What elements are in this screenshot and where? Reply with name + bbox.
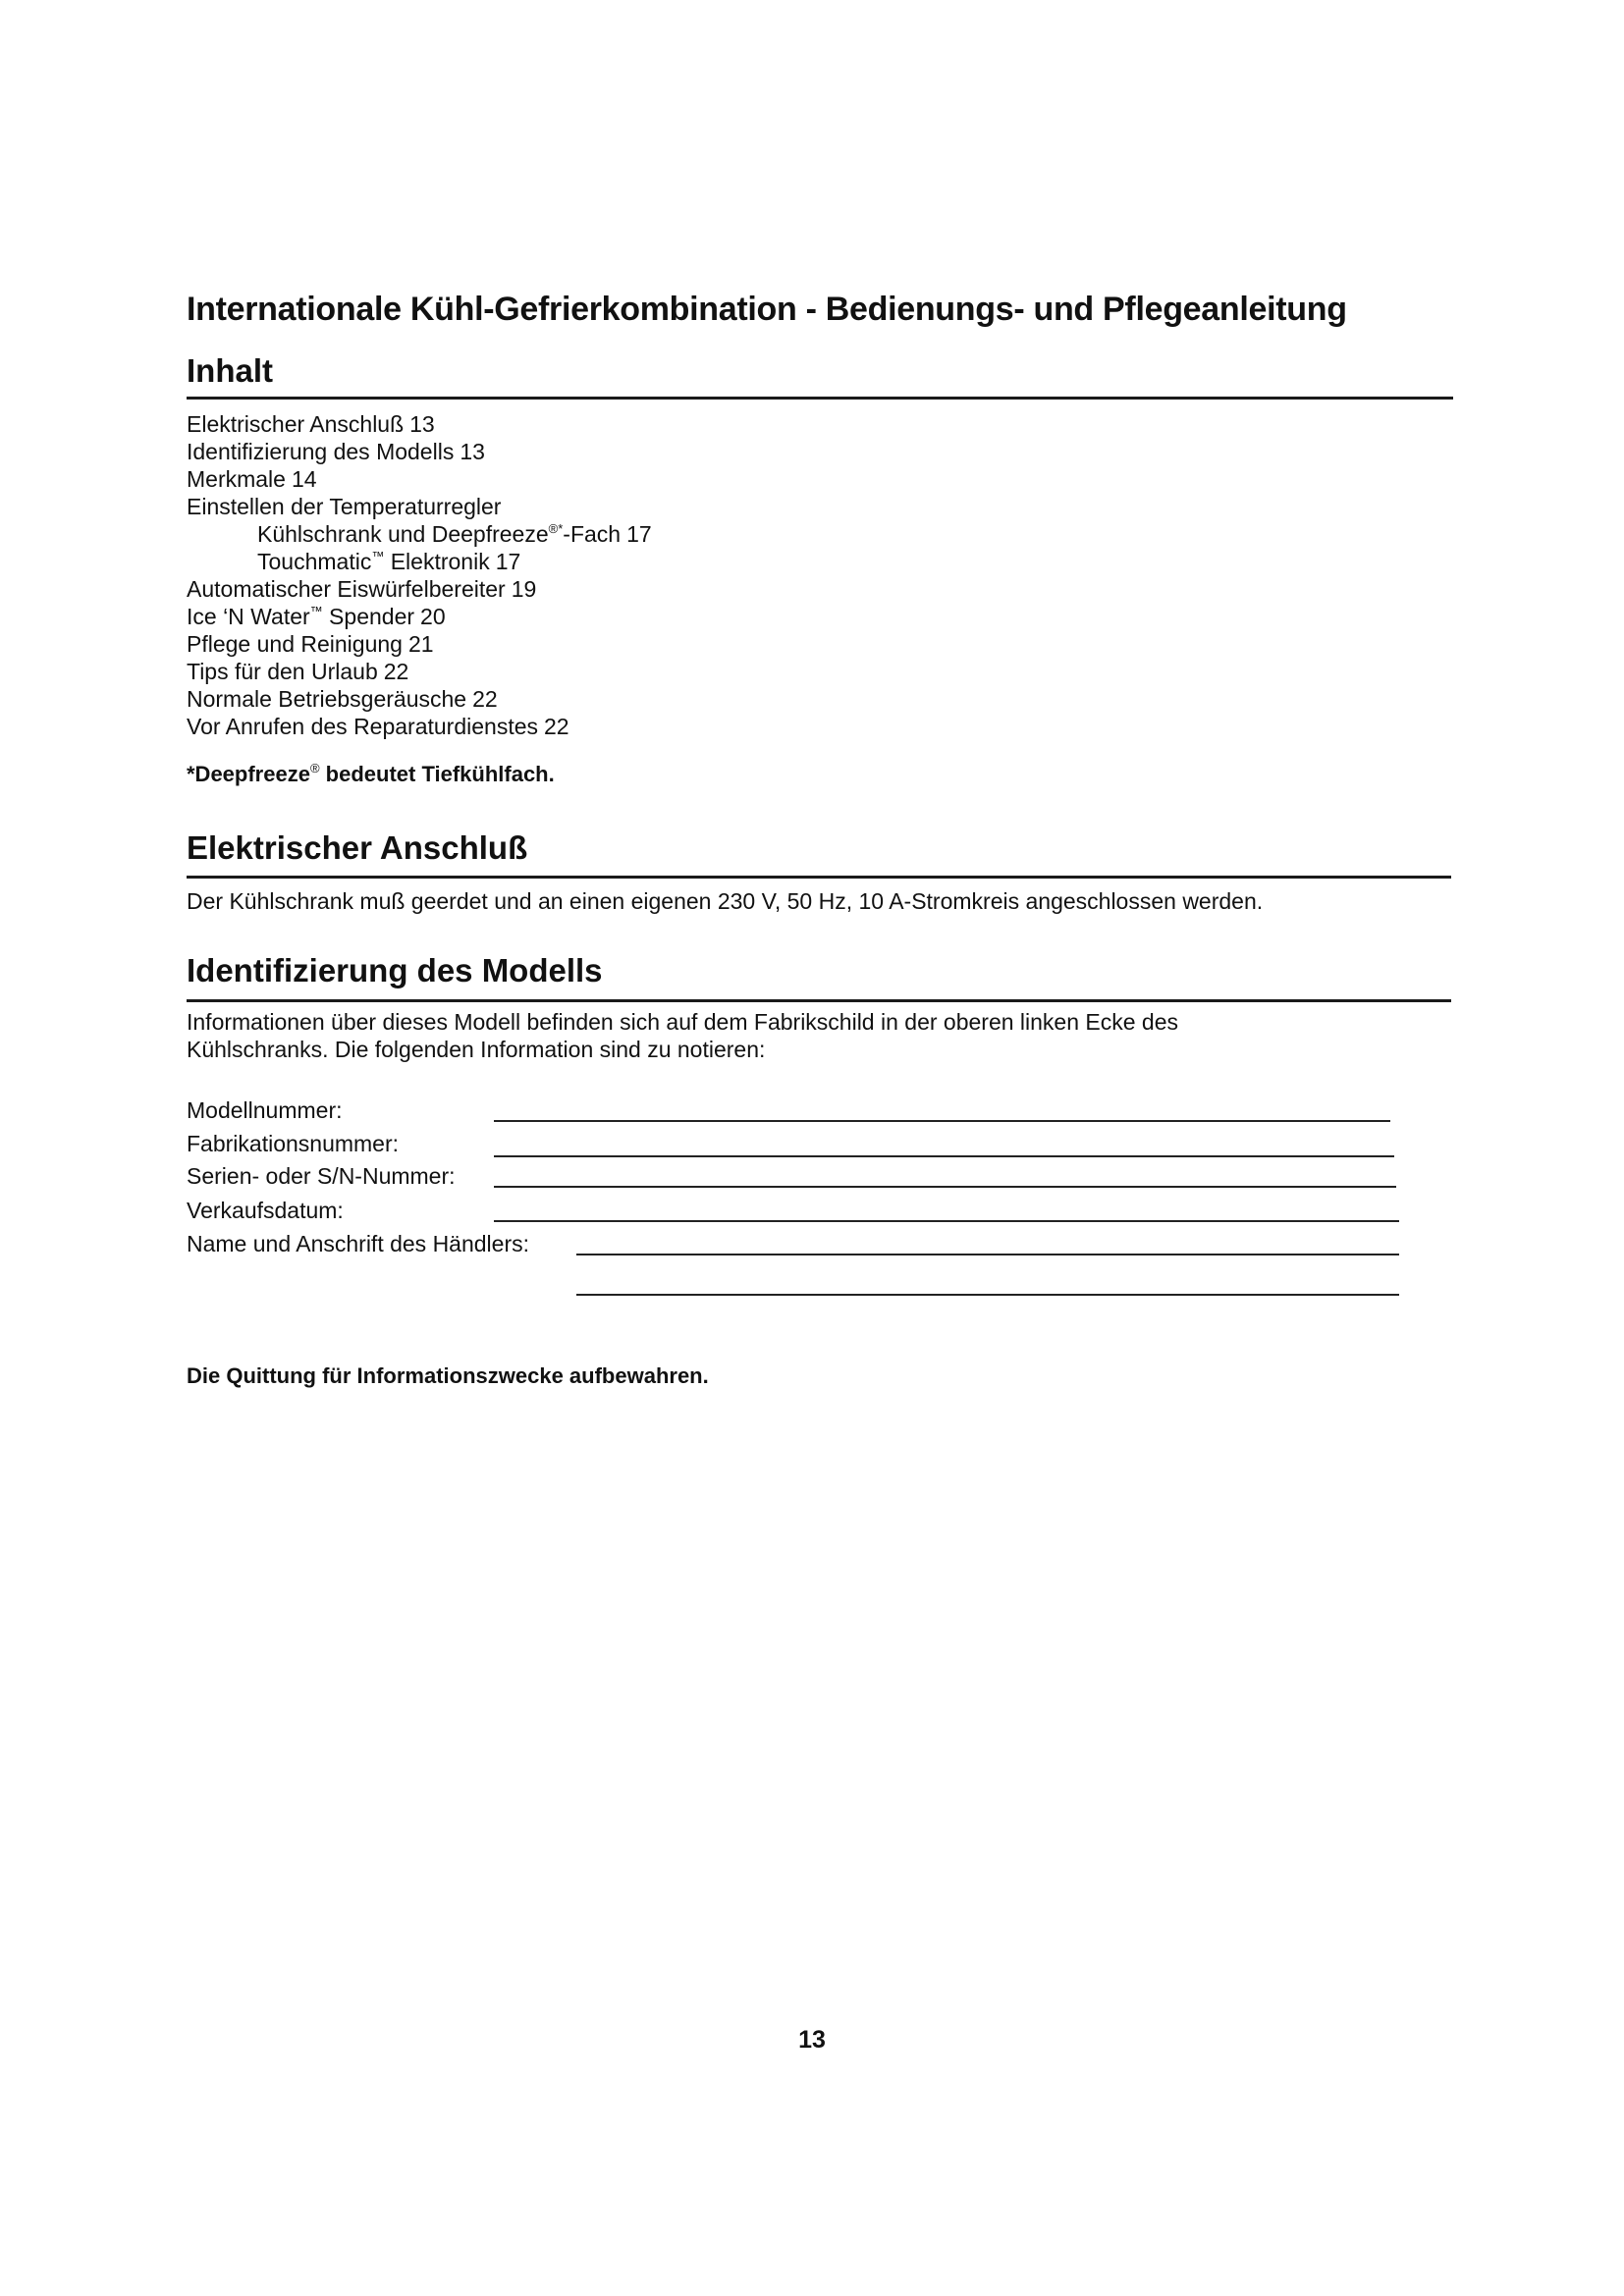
toc-item: Tips für den Urlaub 22: [187, 659, 409, 684]
document-title: Internationale Kühl-Gefrierkombination - Bedienungs- und Pflegeanleitung: [187, 291, 1347, 328]
field-line-fabrication-number: [494, 1155, 1394, 1157]
toc-item: Merkmale 14: [187, 466, 317, 492]
field-line-model-number: [494, 1120, 1390, 1122]
toc-item: Identifizierung des Modells 13: [187, 439, 485, 464]
electrical-rule: [187, 876, 1451, 879]
model-id-rule: [187, 999, 1451, 1002]
model-id-heading: Identifizierung des Modells: [187, 952, 603, 988]
electrical-heading: Elektrischer Anschluß: [187, 829, 528, 866]
field-line-purchase-date: [494, 1220, 1399, 1222]
field-label-dealer: Name und Anschrift des Händlers:: [187, 1231, 530, 1256]
field-line-serial-number: [494, 1186, 1396, 1188]
contents-rule: [187, 397, 1453, 400]
contents-heading: Inhalt: [187, 352, 273, 389]
toc-subitem: Kühlschrank und Deepfreeze®*-Fach 17: [257, 521, 652, 547]
toc-item: Normale Betriebsgeräusche 22: [187, 686, 498, 712]
field-line-dealer: [576, 1254, 1399, 1255]
page-number: 13: [798, 2026, 826, 2054]
toc-item: Automatischer Eiswürfelbereiter 19: [187, 576, 537, 602]
model-id-text: Informationen über dieses Modell befinden sich auf dem Fabrikschild in der oberen linken Ecke des Kühlschranks. Die folgenden Information sind zu notieren:: [187, 1009, 1179, 1062]
field-label-fabrication-number: Fabrikationsnummer:: [187, 1131, 400, 1156]
toc-item: Ice ‘N Water™ Spender 20: [187, 604, 446, 629]
deepfreeze-note: *Deepfreeze® bedeutet Tiefkühlfach.: [187, 761, 555, 786]
toc-item: Pflege und Reinigung 21: [187, 631, 434, 657]
toc-item: Elektrischer Anschluß 13: [187, 411, 435, 437]
field-line-dealer-extra: [576, 1294, 1399, 1296]
field-label-purchase-date: Verkaufsdatum:: [187, 1198, 344, 1223]
toc-item: Vor Anrufen des Reparaturdienstes 22: [187, 714, 569, 739]
field-label-serial-number: Serien- oder S/N-Nummer:: [187, 1163, 456, 1189]
toc-item: Einstellen der Temperaturregler: [187, 494, 502, 519]
field-label-model-number: Modellnummer:: [187, 1097, 343, 1123]
receipt-note: Die Quittung für Informationszwecke aufbewahren.: [187, 1363, 709, 1388]
electrical-text: Der Kühlschrank muß geerdet und an einen eigenen 230 V, 50 Hz, 10 A-Stromkreis angeschlossen werden.: [187, 888, 1264, 914]
toc-subitem: Touchmatic™ Elektronik 17: [257, 549, 521, 574]
table-of-contents: [187, 410, 652, 740]
